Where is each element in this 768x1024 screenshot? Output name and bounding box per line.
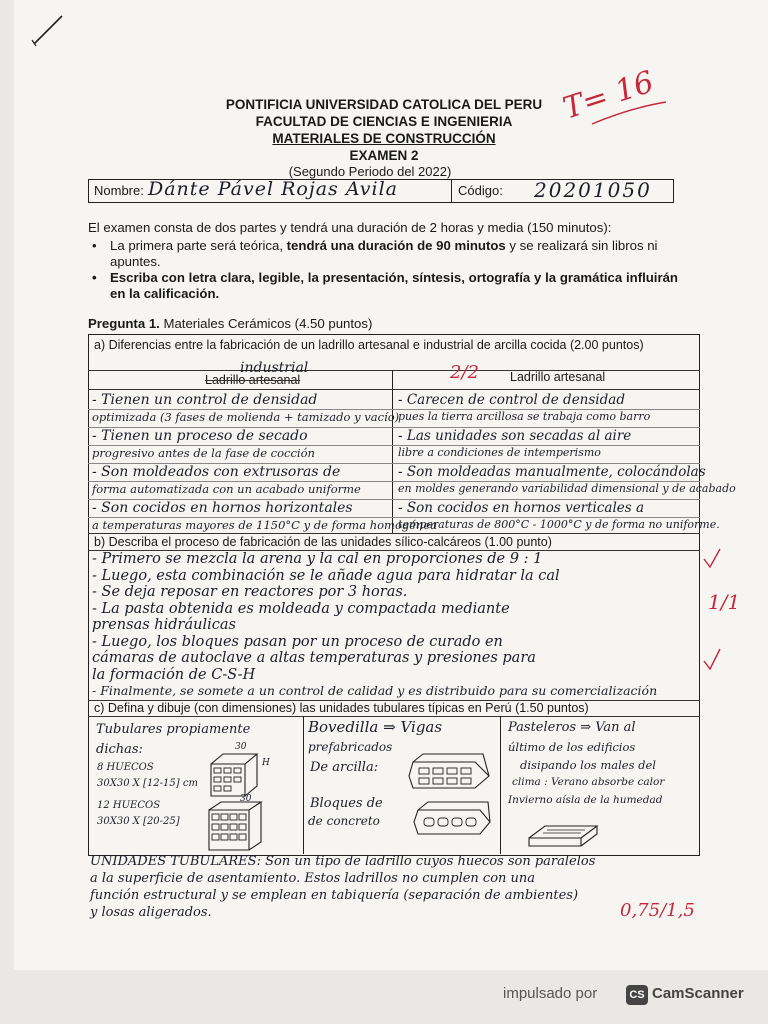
exam-title: EXAMEN 2	[349, 148, 419, 163]
powered-by-label: impulsado por	[503, 985, 598, 1002]
pastelero-line1: Pasteleros ⇒ Van al	[508, 720, 636, 735]
right-header: Ladrillo artesanal	[510, 370, 606, 384]
part-a-right-line: temperaturas de 800°C - 1000°C y de forma no uniforme.	[398, 518, 720, 531]
code-label: Código:	[458, 183, 503, 198]
part-a-right-line: en moldes generando variabilidad dimensional y de acabado	[398, 482, 736, 495]
course-title: MATERIALES DE CONSTRUCCIÓN	[272, 131, 496, 146]
tubular-title: Tubulares propiamente dichas:	[96, 722, 251, 757]
instruction-item: • Escriba con letra clara, legible, la presentación, síntesis, ortografía y la gramática influirán en la calificación.	[88, 270, 678, 302]
part-a-left-line: - Son cocidos en hornos horizontales	[92, 500, 353, 516]
instruction-item: • La primera parte será teórica, tendrá una duración de 90 minutos y se realizará sin libros ni apuntes.	[88, 238, 678, 270]
brick-8-holes-drawing	[205, 750, 265, 800]
instructions-intro: El examen consta de dos partes y tendrá una duración de 2 horas y media (150 minutos):	[88, 220, 612, 235]
part-a-right-line: - Las unidades son secadas al aire	[398, 428, 632, 444]
camscanner-icon: CS	[626, 985, 648, 1005]
bovedilla-line2: prefabricados	[308, 740, 393, 754]
exam-period: (Segundo Periodo del 2022)	[288, 164, 452, 179]
part-a-score: 2/2	[450, 362, 479, 383]
part-a-left-line: forma automatizada con un acabado uniforme	[92, 482, 361, 496]
part-a-left-line: optimizada (3 fases de molienda + tamizado y vacío)	[92, 410, 400, 424]
unit1-label: 8 HUECOS	[97, 762, 154, 773]
part-a-left-line: - Tienen un control de densidad	[92, 392, 318, 408]
dim-b: 30	[240, 794, 252, 804]
student-code: 20201050	[534, 178, 652, 202]
university-title: PONTIFICIA UNIVERSIDAD CATOLICA DEL PERU	[225, 97, 543, 112]
camscanner-brand: CamScanner	[652, 985, 744, 1002]
left-header-correction: industrial	[240, 360, 309, 376]
unit1-dims: 30X30 X [12-15] cm	[97, 778, 198, 789]
part-a-left-line: progresivo antes de la fase de cocción	[92, 446, 315, 460]
pastelero-line3: disipando los males del	[520, 758, 656, 772]
part-a-right-line: pues la tierra arcillosa se trabaja como barro	[398, 410, 651, 423]
left-header: Ladrillo artesanal	[205, 373, 301, 387]
part-c-prompt: c) Defina y dibuje (con dimensiones) las unidades tubulares típicas en Perú (1.50 puntos)	[94, 701, 589, 715]
check-marks	[700, 545, 730, 685]
part-b-score: 1/1	[708, 590, 741, 614]
part-b-line: cámaras de autoclave a altas temperaturas y presiones para	[92, 650, 536, 666]
part-c-score: 0,75/1,5	[620, 900, 695, 921]
part-a-right-line: - Son cocidos en hornos verticales a	[398, 500, 645, 516]
dim-a: 30	[235, 742, 247, 752]
part-a-right-line: - Carecen de control de densidad	[398, 392, 625, 408]
part-b-line: - La pasta obtenida es moldeada y compactada mediante	[92, 600, 510, 617]
part-b-line: prensas hidráulicas	[92, 617, 236, 633]
part-b-line: - Se deja reposar en reactores por 3 horas.	[92, 584, 408, 600]
instructions-list	[88, 238, 678, 302]
bovedilla-line1: Bovedilla ⇒ Vigas	[308, 718, 443, 736]
pastelero-line2: último de los edificios	[508, 740, 636, 754]
part-a-right-line: - Son moldeadas manualmente, colocándolas	[398, 464, 706, 480]
part-a-left-line: - Son moldeados con extrusoras de	[92, 464, 341, 480]
pastelero-line4: clima : Verano absorbe calor	[512, 776, 665, 788]
bovedilla-line5: de concreto	[308, 814, 380, 828]
bovedilla-concrete-drawing	[410, 800, 500, 840]
tubular-definition-line: y losas aligerados.	[90, 905, 212, 920]
tubular-definition-line: UNIDADES TUBULARES: Son un tipo de ladrillo cuyos huecos son paralelos	[90, 854, 596, 869]
part-b-line: - Luego, los bloques pasan por un proceso de curado en	[92, 633, 503, 650]
tubular-definition-line: a la superficie de asentamiento. Estos ladrillos no cumplen con una	[90, 871, 536, 886]
part-a-left-line: a temperaturas mayores de 1150°C y de forma homogénea	[92, 518, 438, 532]
part-a-prompt: a) Diferencias entre la fabricación de un ladrillo artesanal e industrial de arcilla cocida (2.00 puntos)	[94, 338, 644, 352]
student-name: Dánte Pável Rojas Avila	[148, 178, 398, 200]
pastelero-line5: Invierno aísla de la humedad	[508, 794, 663, 806]
part-b-line: - Luego, esta combinación se le añade agua para hidratar la cal	[92, 567, 560, 584]
name-label: Nombre:	[94, 183, 144, 198]
tubular-definition-line: función estructural y se emplean en tabiquería (separación de ambientes)	[90, 888, 579, 903]
part-a-left-line: - Tienen un proceso de secado	[92, 428, 308, 444]
part-b-prompt: b) Describa el proceso de fabricación de las unidades sílico-calcáreos (1.00 punto)	[94, 535, 552, 549]
question1-title: Pregunta 1. Materiales Cerámicos (4.50 puntos)	[88, 316, 373, 331]
bovedilla-line4: Bloques de	[310, 796, 383, 811]
part-a-right-line: libre a condiciones de intemperismo	[398, 446, 601, 459]
dim-h: H	[262, 758, 270, 768]
pen-mark	[28, 10, 68, 50]
unit2-dims: 30X30 X [20-25]	[97, 816, 180, 827]
bovedilla-line3: De arcilla:	[310, 760, 379, 775]
faculty-title: FACULTAD DE CIENCIAS E INGENIERIA	[255, 114, 513, 129]
unit2-label: 12 HUECOS	[97, 800, 161, 811]
total-grade: T= 16	[558, 64, 658, 127]
part-b-line: - Primero se mezcla la arena y la cal en proporciones de 9 : 1	[92, 551, 543, 567]
part-b-line: la formación de C-S-H	[92, 666, 256, 683]
part-b-line: - Finalmente, se somete a un control de calidad y es distribuido para su comercialización	[92, 683, 658, 698]
bovedilla-clay-drawing	[405, 752, 495, 792]
pastelero-drawing	[525, 818, 605, 850]
brick-12-holes-drawing	[205, 800, 267, 852]
